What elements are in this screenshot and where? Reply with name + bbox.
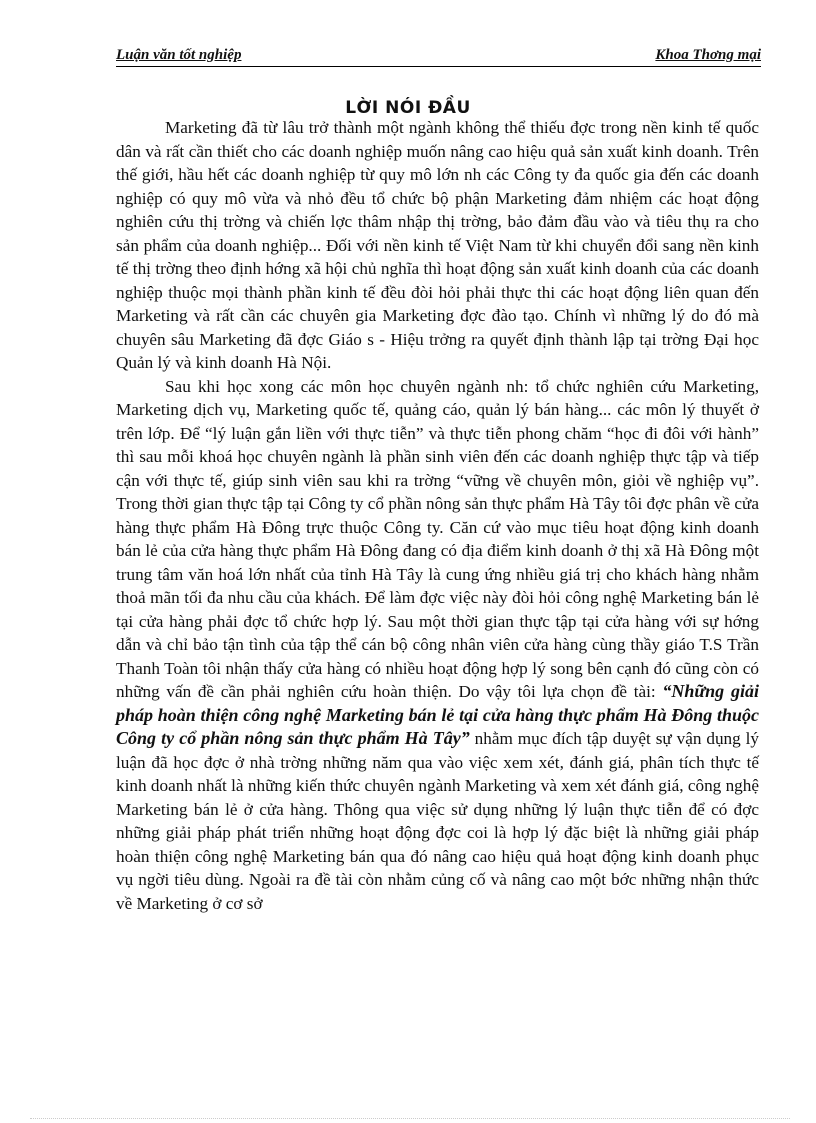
paragraph-internship-continued: nhằm mục đích tập duyệt sự vận dụng lý luận đã học đợc ở nhà trờng những năm qua vào việc xem xét, đánh giá, phân tích thực tế kinh doanh nhất là những kiến thức chuyên ngành Marketing và xem xét đánh giá, công nghệ Marketing bán lẻ ở cửa hàng. Thông qua việc sử dụng những lý luận thực tiễn để có đợc những giải pháp phát triển những hoạt động đợc coi là hợp lý đặc biệt là những giải pháp hoàn thiện công nghệ Marketing bán qua đó nâng cao hiệu quả hoạt động kinh doanh phục vụ ngời tiêu dùng. Ngoài ra đề tài còn nhằm củng cố và nâng cao một bớc những nhận thức về Marketing ở cơ sở — [116, 729, 759, 913]
page-bottom-divider — [30, 1118, 790, 1119]
header-thesis-label: Luận văn tốt nghiệp — [116, 47, 242, 63]
document-body — [116, 116, 759, 915]
paragraph-intro: Marketing đã từ lâu trở thành một ngành không thể thiếu đợc trong nền kinh tế quốc dân và rất cần thiết cho các doanh nghiệp muốn nâng cao hiệu quả sản xuất kinh doanh. Trên thế giới, hầu hết các doanh nghiệp từ quy mô lớn nh các Công ty đa quốc gia đến các doanh nghiệp có quy mô vừa và nhỏ đều tổ chức bộ phận Marketing đảm nhiệm các hoạt động nghiên cứu thị trờng và chiến lợc thâm nhập thị trờng, bảo đảm đầu vào và tiêu thụ ra cho sản phẩm của doanh nghiệp... Đối với nền kinh tế Việt Nam từ khi chuyển đổi sang nền kinh tế thị trờng theo định hớng xã hội chủ nghĩa thì hoạt động sản xuất kinh doanh của các doanh nghiệp thuộc mọi thành phần kinh tế đều đòi hỏi phải thực thi các hoạt động liên quan đến Marketing và rất cần các chuyên gia Marketing đợc đào tạo. Chính vì những lý do đó mà chuyên sâu Marketing đã đợc Giáo s - Hiệu trởng ra quyết định thành lập tại trờng Đại học Quản lý và kinh doanh Hà Nội. — [116, 118, 759, 372]
thesis-topic: “Những giải pháp hoàn thiện công nghệ Marketing bán lẻ tại cửa hàng thực phẩm Hà Đông thuộc Công ty cổ phần nông sản thực phẩm Hà Tây” — [116, 681, 759, 748]
header-faculty-label: Khoa Thơng mại — [655, 47, 761, 63]
paragraph-internship — [116, 375, 759, 916]
page-header — [116, 44, 761, 67]
page-title: LỜI NÓI ĐẦU — [345, 98, 471, 118]
paragraph-internship-text: Sau khi học xong các môn học chuyên ngành nh: tổ chức nghiên cứu Marketing, Marketing dịch vụ, Marketing quốc tế, quảng cáo, quản lý bán hàng... các môn lý thuyết ở trên lớp. Để “lý luận gắn liền với thực tiễn” và thực tiễn phong chăm “học đi đôi với hành” thì sau mỗi khoá học chuyên ngành là phần sinh viên đến các doanh nghiệp thực tập và tiếp cận với thực tế, giúp sinh viên sau khi ra trờng “vững về chuyên môn, giỏi về nghiệp vụ”. Trong thời gian thực tập tại Công ty cổ phần nông sản thực phẩm Hà Tây tôi đợc phân về cửa hàng thực phẩm Hà Đông trực thuộc Công ty. Căn cứ vào mục tiêu hoạt động kinh doanh bán lẻ của cửa hàng thực phẩm Hà Đông đang có địa điểm kinh doanh ở thị xã Hà Đông một trung tâm văn hoá lớn nhất của tỉnh Hà Tây là cung ứng nhiều giá trị cho khách hàng nhằm thoả mãn tối đa nhu cầu của khách. Để làm đợc việc này đòi hỏi công nghệ Marketing bán lẻ tại cửa hàng phải đợc tổ chức hợp lý. Sau một thời gian thực tập tại cửa hàng với sự hớng dẫn và chỉ bảo tận tình của tập thể cán bộ công nhân viên cửa hàng cùng thầy giáo T.S Trần Thanh Toàn tôi nhận thấy cửa hàng có nhiều hoạt động hợp lý song bên cạnh đó cũng còn có những vấn đề cần phải nghiên cứu hoàn thiện. Do vậy tôi lựa chọn đề tài: — [116, 376, 759, 701]
